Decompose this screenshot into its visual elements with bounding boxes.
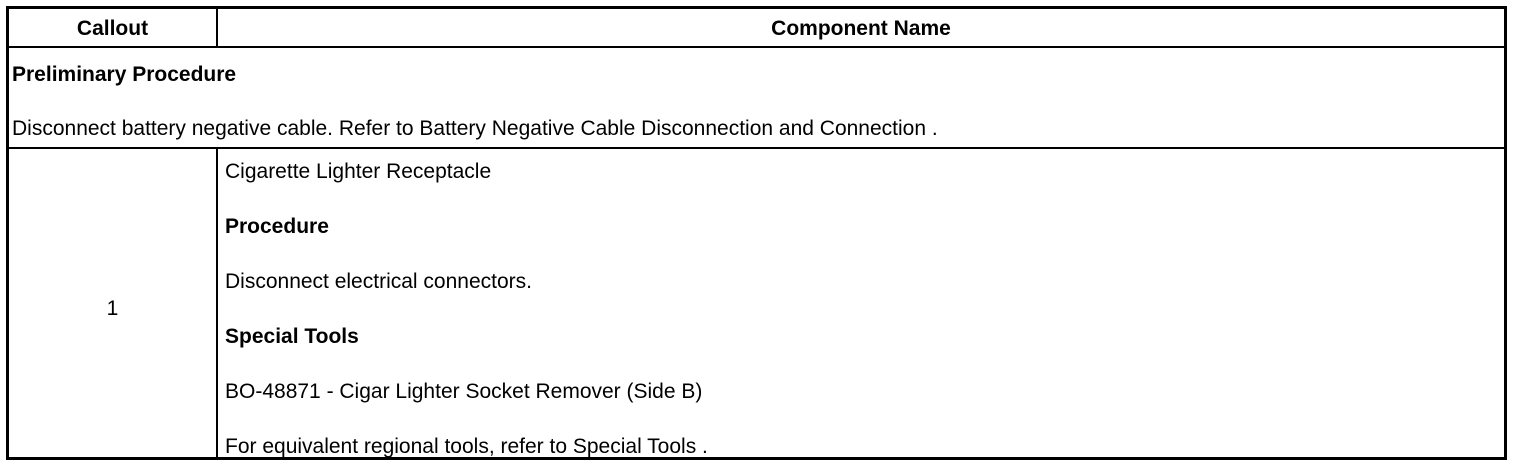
procedure-heading: Procedure bbox=[225, 215, 329, 238]
component-cell bbox=[218, 149, 1504, 457]
preliminary-procedure-row bbox=[9, 48, 1504, 149]
procedure-text: Disconnect electrical connectors. bbox=[225, 270, 532, 293]
component-name: Cigarette Lighter Receptacle bbox=[225, 160, 492, 183]
preliminary-procedure-text: Disconnect battery negative cable. Refer to Battery Negative Cable Disconnection and Connection . bbox=[12, 117, 938, 140]
component-name-column-header: Component Name bbox=[771, 17, 951, 40]
callout-number: 1 bbox=[106, 297, 119, 320]
preliminary-procedure-title: Preliminary Procedure bbox=[12, 63, 237, 86]
table-row bbox=[9, 149, 1504, 457]
component-table bbox=[6, 6, 1507, 460]
regional-tools-note: For equivalent regional tools, refer to Special Tools . bbox=[225, 435, 708, 458]
special-tool-item: BO-48871 - Cigar Lighter Socket Remover (Side B) bbox=[225, 380, 703, 403]
callout-column-header: Callout bbox=[9, 9, 218, 46]
table-header-row bbox=[9, 9, 1504, 48]
special-tools-heading: Special Tools bbox=[225, 325, 359, 348]
callout-cell bbox=[9, 149, 218, 457]
